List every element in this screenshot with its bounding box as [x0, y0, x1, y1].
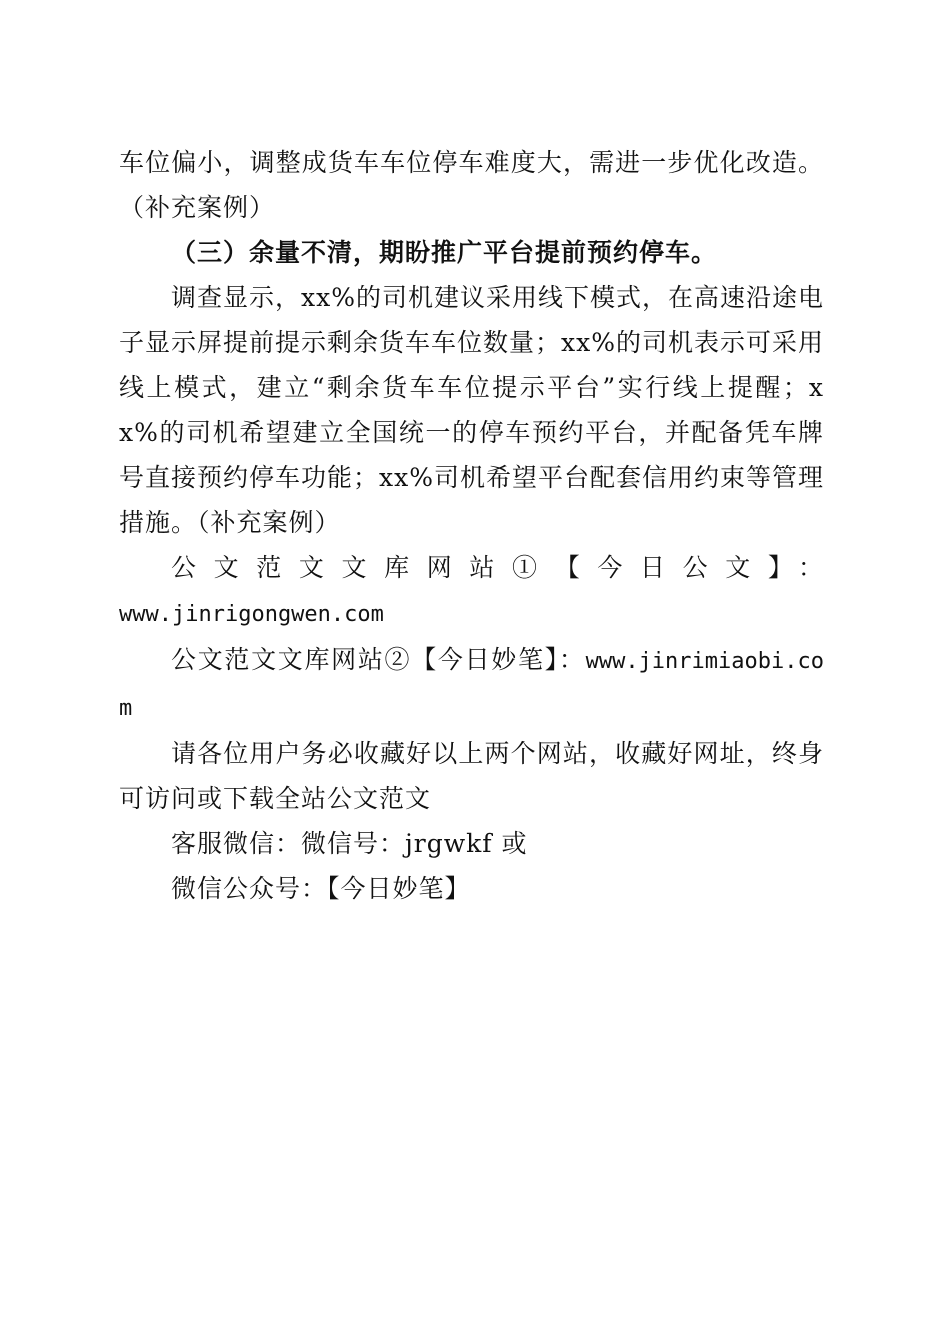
website-one-label: 公文范文文库网站①【今日公文】：	[171, 553, 824, 582]
website-two-url[interactable]: www.jinrimiaobi.com	[119, 649, 824, 721]
paragraph-website-two	[119, 637, 824, 731]
paragraph-bookmark-notice: 请各位用户务必收藏好以上两个网站，收藏好网址，终身可访问或下载全站公文范文	[119, 739, 824, 813]
section-heading-three: （三）余量不清，期盼推广平台提前预约停车。	[171, 238, 718, 267]
paragraph-parking-spaces: 车位偏小，调整成货车车位停车难度大，需进一步优化改造。（补充案例）	[119, 148, 824, 222]
paragraph-wechat-official-account: 微信公众号：【今日妙笔】	[171, 874, 471, 903]
website-one-url[interactable]: www.jinrigongwen.com	[119, 602, 384, 627]
paragraph-customer-service-wechat: 客服微信：微信号：jrgwkf 或	[171, 829, 528, 858]
document-body	[119, 140, 824, 911]
paragraph-survey-results: 调查显示，xx%的司机建议采用线下模式，在高速沿途电子显示屏提前提示剩余货车车位数量；xx%的司机表示可采用线上模式，建立“剩余货车车位提示平台”实行线上提醒；xx%的司机希望建立全国统一的停车预约平台，并配备凭车牌号直接预约停车功能；xx%司机希望平台配套信用约束等管理措施。（补充案例）	[119, 283, 824, 537]
website-two-label: 公文范文文库网站②【今日妙笔】：	[171, 645, 586, 674]
paragraph-website-one	[119, 545, 824, 637]
